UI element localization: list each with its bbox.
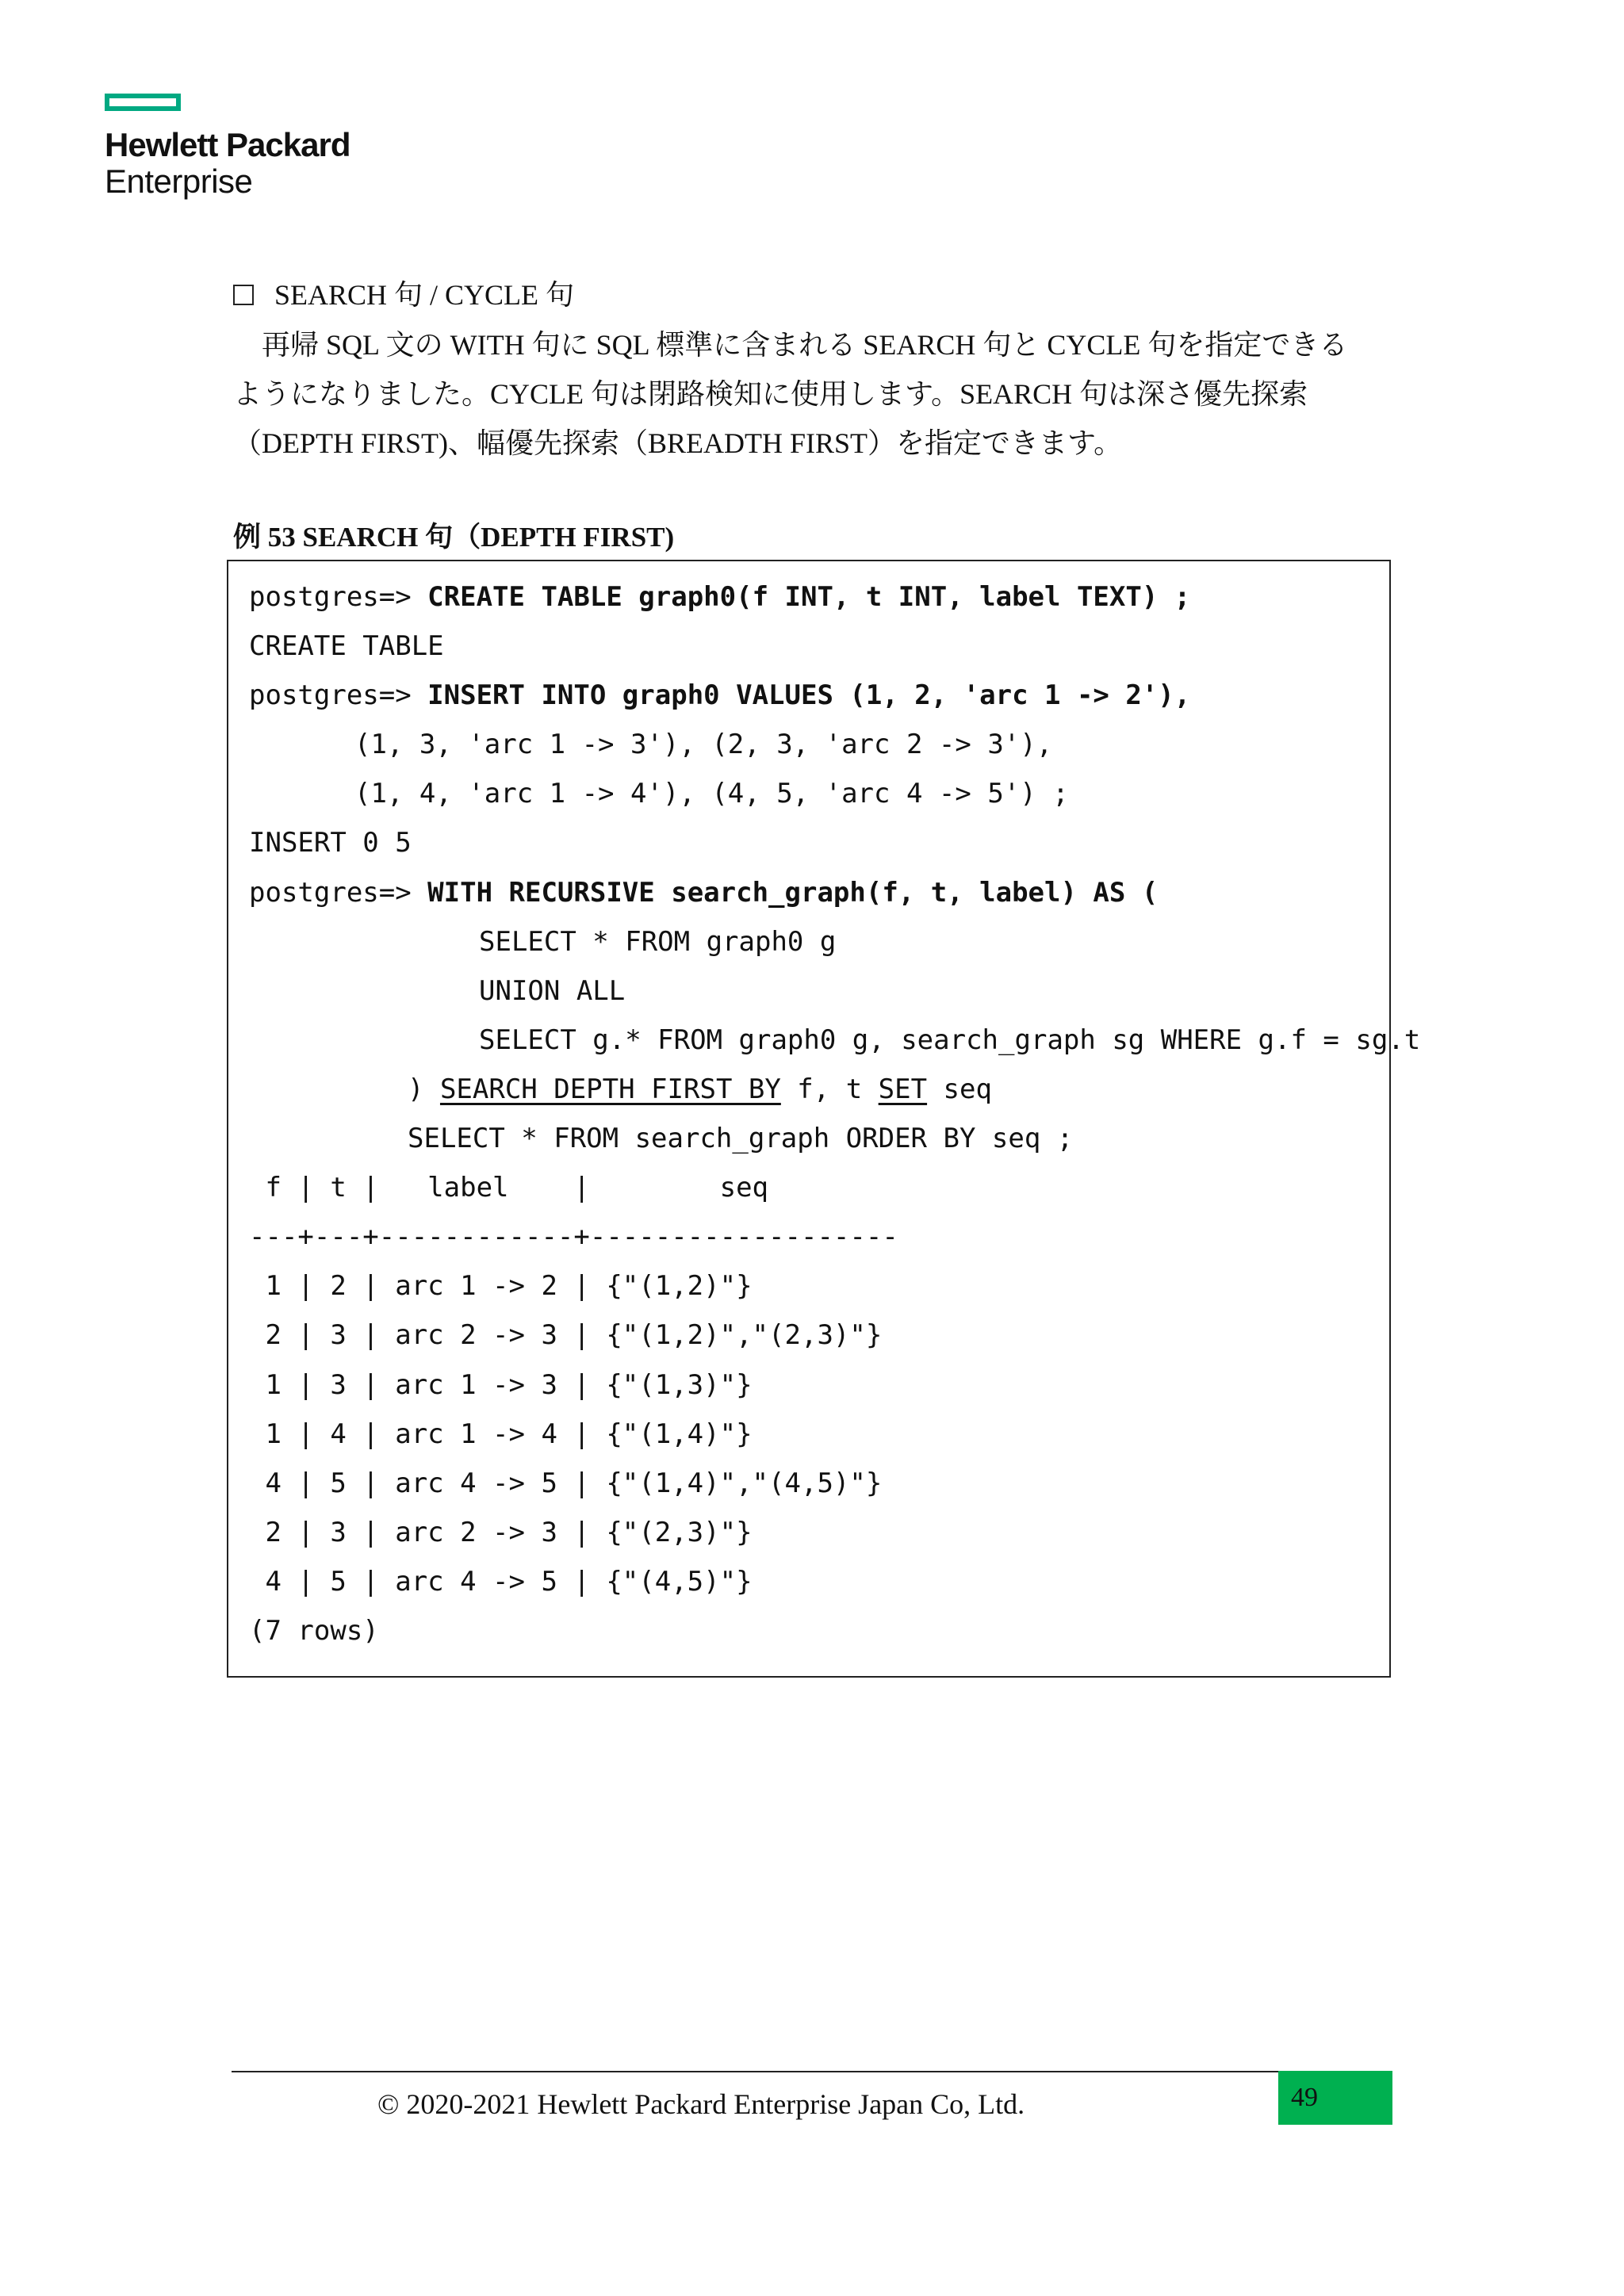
body-line-1: 再帰 SQL 文の WITH 句に SQL 標準に含まれる SEARCH 句と CYCLE 句を指定できる xyxy=(262,329,1348,361)
logo-text-line1: Hewlett Packard xyxy=(105,126,350,163)
hpe-logo-bar-icon xyxy=(105,94,181,111)
body-line-2: ようになりました。CYCLE 句は閉路検知に使用します。SEARCH 句は深さ優先探索 xyxy=(233,378,1308,410)
code-search-clause: SEARCH DEPTH FIRST BY xyxy=(439,1073,781,1105)
result-rowcount: (7 rows) xyxy=(249,1614,379,1647)
code-paren: ) xyxy=(408,1073,440,1105)
code-continuation xyxy=(249,1065,1420,1114)
code-prompt: postgres=> xyxy=(249,876,428,909)
result-row: 1 | 2 | arc 1 -> 2 | {"(1,2)"} xyxy=(249,1270,753,1303)
code-continuation: (1, 3, 'arc 1 -> 3'), (2, 3, 'arc 2 -> 3'), xyxy=(354,729,1053,761)
code-line xyxy=(249,868,1420,917)
code-command: INSERT INTO graph0 VALUES (1, 2, 'arc 1 -> 2'), xyxy=(427,679,1191,712)
footer-divider xyxy=(232,2071,1278,2072)
result-separator: ---+---+------------+------------------- xyxy=(249,1221,898,1253)
code-continuation: (1, 4, 'arc 1 -> 4'), (4, 5, 'arc 4 -> 5') ; xyxy=(354,778,1069,810)
result-header: f | t | label | seq xyxy=(249,1172,769,1204)
example-caption: 例 53 SEARCH 句（DEPTH FIRST) xyxy=(233,522,675,553)
footer-copyright: © 2020-2021 Hewlett Packard Enterprise Japan Co, Ltd. xyxy=(377,2088,1025,2120)
code-prompt: postgres=> xyxy=(249,581,428,613)
checkbox-bullet-icon xyxy=(233,285,254,305)
body-paragraph xyxy=(233,320,1391,468)
code-lines xyxy=(249,572,1420,1655)
logo-text-line2: Enterprise xyxy=(105,163,253,200)
code-continuation: SELECT * FROM search_graph ORDER BY seq ; xyxy=(408,1123,1074,1155)
code-set-keyword: SET xyxy=(878,1073,928,1105)
code-search-columns: f, t xyxy=(780,1073,879,1105)
section-heading xyxy=(233,277,574,312)
code-prompt: postgres=> xyxy=(249,679,428,712)
result-row: 4 | 5 | arc 4 -> 5 | {"(4,5)"} xyxy=(249,1565,753,1598)
code-line xyxy=(249,671,1420,720)
code-continuation: SELECT * FROM graph0 g xyxy=(479,925,837,958)
code-example-box xyxy=(227,560,1421,1678)
result-row: 2 | 3 | arc 2 -> 3 | {"(2,3)"} xyxy=(249,1516,753,1548)
code-continuation: UNION ALL xyxy=(479,974,626,1007)
code-command: WITH RECURSIVE search_graph(f, t, label) AS ( xyxy=(427,876,1159,909)
page-number-badge: 49 xyxy=(1278,2071,1392,2125)
code-command: CREATE TABLE graph0(f INT, t INT, label TEXT) ; xyxy=(427,581,1191,613)
code-seq: seq xyxy=(927,1073,992,1105)
code-output: INSERT 0 5 xyxy=(249,827,412,859)
code-continuation: SELECT g.* FROM graph0 g, search_graph sg WHERE g.f = sg.t xyxy=(479,1024,1421,1056)
result-row: 1 | 4 | arc 1 -> 4 | {"(1,4)"} xyxy=(249,1418,753,1450)
section-heading-text: SEARCH 句 / CYCLE 句 xyxy=(274,279,575,311)
body-line-3: （DEPTH FIRST)、幅優先探索（BREADTH FIRST）を指定できます。 xyxy=(233,427,1123,459)
hpe-logo xyxy=(105,94,350,200)
result-row: 2 | 3 | arc 2 -> 3 | {"(1,2)","(2,3)"} xyxy=(249,1319,883,1352)
result-row: 4 | 5 | arc 4 -> 5 | {"(1,4)","(4,5)"} xyxy=(249,1467,883,1499)
result-row: 1 | 3 | arc 1 -> 3 | {"(1,3)"} xyxy=(249,1368,753,1401)
code-output: CREATE TABLE xyxy=(249,630,444,663)
code-line xyxy=(249,572,1420,622)
